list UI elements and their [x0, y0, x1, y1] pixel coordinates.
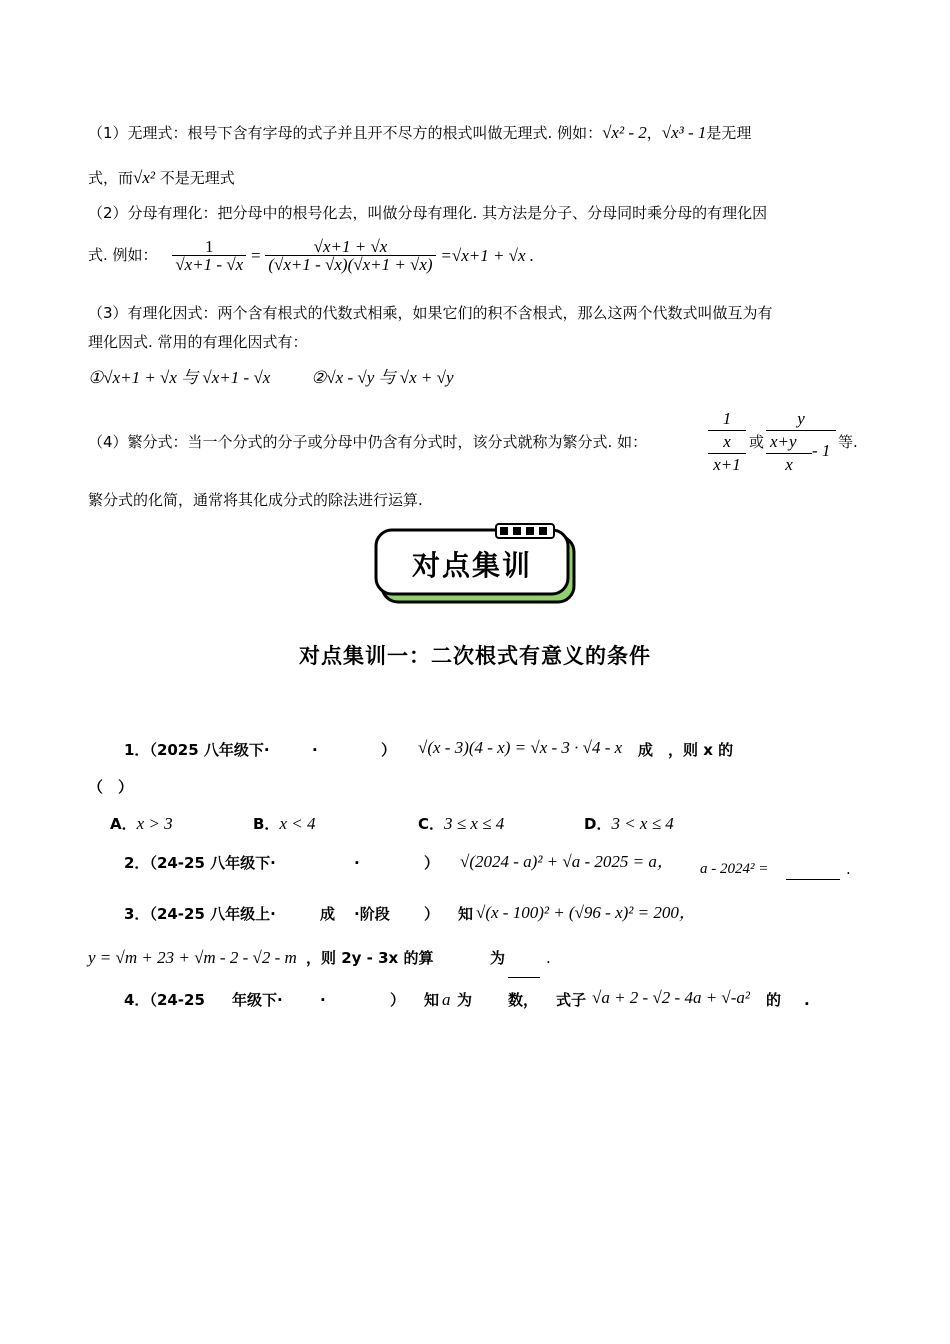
question-2-close: ） [424, 854, 440, 872]
question-1-source: （2025 八年级下· [149, 741, 270, 759]
question-4-shu: 数， [508, 991, 539, 1009]
question-4-de: 的 [766, 991, 782, 1009]
question-4-var: a [442, 990, 451, 1009]
concept-2-fraction-1-numerator: 1 [172, 238, 246, 256]
concept-1-line-2-b: 不是无理式 [159, 169, 235, 187]
complex-fraction-1 [708, 408, 746, 476]
concept-1-line-2 [88, 169, 235, 186]
question-3-close: ） [424, 905, 440, 923]
concept-2-fraction-2 [265, 238, 435, 273]
question-4-know: 知 [424, 991, 440, 1009]
question-3-source: （24-25 八年级上· [149, 905, 276, 923]
complex-fraction-2-mid: x+y [766, 430, 836, 453]
concept-2-prefix: 式. 例如： [88, 246, 158, 264]
question-1-option-b[interactable] [253, 815, 315, 832]
question-4-wei: 为 [457, 991, 473, 1009]
question-1-tail: 成 ，则 x 的 [638, 741, 734, 759]
concept-2-fraction-2-numerator: √x+1 + √x [265, 238, 435, 256]
concept-1-example-1: √x² - 2 [602, 123, 647, 142]
question-2-ask: a - 2024² = [700, 861, 769, 877]
question-3-mid-2: ·阶段 [354, 905, 390, 923]
complex-fraction-1-top: 1 [722, 409, 732, 428]
concept-3-line-1 [88, 306, 773, 321]
question-2-blank[interactable] [786, 868, 840, 883]
concept-4-line-2: 繁分式的化简，通常将其化成分式的除法进行运算. [88, 491, 423, 509]
question-1-close: ） [381, 741, 397, 759]
concept-4-text: （4）繁分式：当一个分式的分子或分母中仍含有分式时，该分式就称为繁分式. 如： [88, 433, 648, 451]
option-a-text: x > 3 [136, 814, 173, 833]
concept-1-tail: 是无理 [706, 124, 752, 142]
concept-4-tail: 等. [838, 433, 858, 451]
question-1-number: 1． [124, 741, 150, 759]
question-1-answer-paren: （ ） [88, 778, 134, 796]
concept-1-line-1 [88, 124, 751, 141]
question-4-close: ） [390, 991, 406, 1009]
question-3-number: 3． [124, 905, 150, 923]
question-4-end: . [804, 991, 810, 1009]
complex-fraction-2-minus: - 1 [812, 441, 831, 460]
question-3-line-2-text: ，则 2y - 3x 的算 [306, 949, 434, 967]
concept-4-line-1 [88, 435, 647, 450]
complex-fraction-1-bot: x+1 [708, 453, 746, 476]
question-3-line-2-for: 为 [490, 949, 506, 967]
concept-1-text: （1）无理式：根号下含有字母的式子并且开不尽方的根式叫做无理式. 例如： [88, 124, 603, 142]
concept-2-equals: = [251, 246, 261, 265]
question-4-grade: 年级下· [232, 991, 283, 1009]
badge-label: 对点集训 [411, 549, 532, 582]
option-d-label: D． [584, 815, 612, 833]
question-1-expression: √(x - 3)(4 - x) = √x - 3 · √4 - x [418, 738, 623, 757]
concept-1-example-3: √x² [133, 168, 155, 187]
concept-3-pairs [88, 369, 453, 386]
question-3-line-2-expression: y = √m + 23 + √m - 2 - √2 - m [88, 948, 297, 967]
section-title: 对点集训一：二次根式有意义的条件 [299, 644, 651, 668]
question-2-source: （24-25 八年级下· [149, 854, 276, 872]
option-b-text: x < 4 [279, 814, 316, 833]
concept-2-fraction-2-denominator: (√x+1 - √x)(√x+1 + √x) [268, 255, 433, 274]
concept-2-line-2 [88, 238, 534, 273]
question-2-dot: · [354, 854, 360, 872]
question-1-dot: · [312, 741, 318, 759]
question-4-expr-label: 式子 [556, 991, 587, 1009]
concept-1-line-2-a: 式，而 [88, 169, 134, 187]
question-3-line-1 [124, 907, 276, 922]
concept-3-pair-2: ②√x - √y 与 √x + √y [311, 368, 454, 387]
concept-1-separator: ， [646, 124, 662, 142]
question-1-line-1 [124, 743, 270, 758]
concept-3-text: （3）有理化因式：两个含有根式的代数式相乘，如果它们的积不含根式，那么这两个代数式叫做互为有 [88, 304, 773, 322]
complex-fraction-2-bot: x [766, 453, 812, 476]
concept-4-or: 或 [749, 433, 765, 451]
concept-2-text: （2）分母有理化：把分母中的根号化去，叫做分母有理化. 其方法是分子、分母同时乘分母的有理化因 [88, 204, 768, 222]
concept-2-result: =√x+1 + √x . [440, 246, 535, 265]
complex-fraction-1-mid: x [708, 430, 746, 453]
option-b-label: B． [253, 815, 280, 833]
question-3-expression: √(x - 100)² + (√96 - x)² = 200， [476, 903, 696, 922]
question-4-line-1 [124, 993, 205, 1008]
concept-3-text-2: 理化因式. 常用的有理化因式有： [88, 333, 308, 351]
question-2-expression: √(2024 - a)² + √a - 2025 = a， [460, 852, 674, 871]
option-c-text: 3 ≤ x ≤ 4 [444, 814, 505, 833]
question-2-number: 2． [124, 854, 150, 872]
question-4-number: 4． [124, 991, 150, 1009]
complex-fraction-2-top: y [797, 409, 805, 428]
concept-3-pair-1: ①√x+1 + √x 与 √x+1 - √x [88, 368, 271, 387]
section-badge [372, 522, 578, 606]
concept-3-line-2 [88, 335, 308, 350]
concept-2-fraction-1-denominator: √x+1 - √x [175, 255, 244, 274]
question-1-option-a[interactable] [110, 815, 173, 832]
question-3-mid-1: 成 [320, 905, 336, 923]
question-1-option-c[interactable] [418, 815, 504, 832]
question-3-know: 知 [458, 905, 474, 923]
question-4-expression: √a + 2 - √2 - 4a + √-a² [592, 988, 751, 1007]
question-3-end: . [546, 949, 551, 967]
question-1-option-d[interactable] [584, 815, 674, 832]
question-4-source: （24-25 [149, 991, 205, 1009]
question-2-line-1 [124, 856, 276, 871]
option-d-text: 3 < x ≤ 4 [611, 814, 674, 833]
concept-2-line-1 [88, 206, 767, 221]
option-c-label: C． [418, 815, 445, 833]
option-a-label: A． [110, 815, 137, 833]
question-3-blank[interactable] [508, 966, 540, 981]
concept-2-fraction-1 [172, 238, 246, 273]
question-4-dot: · [320, 991, 326, 1009]
question-2-end: . [846, 860, 851, 878]
concept-1-example-2: √x³ - 1 [661, 123, 707, 142]
